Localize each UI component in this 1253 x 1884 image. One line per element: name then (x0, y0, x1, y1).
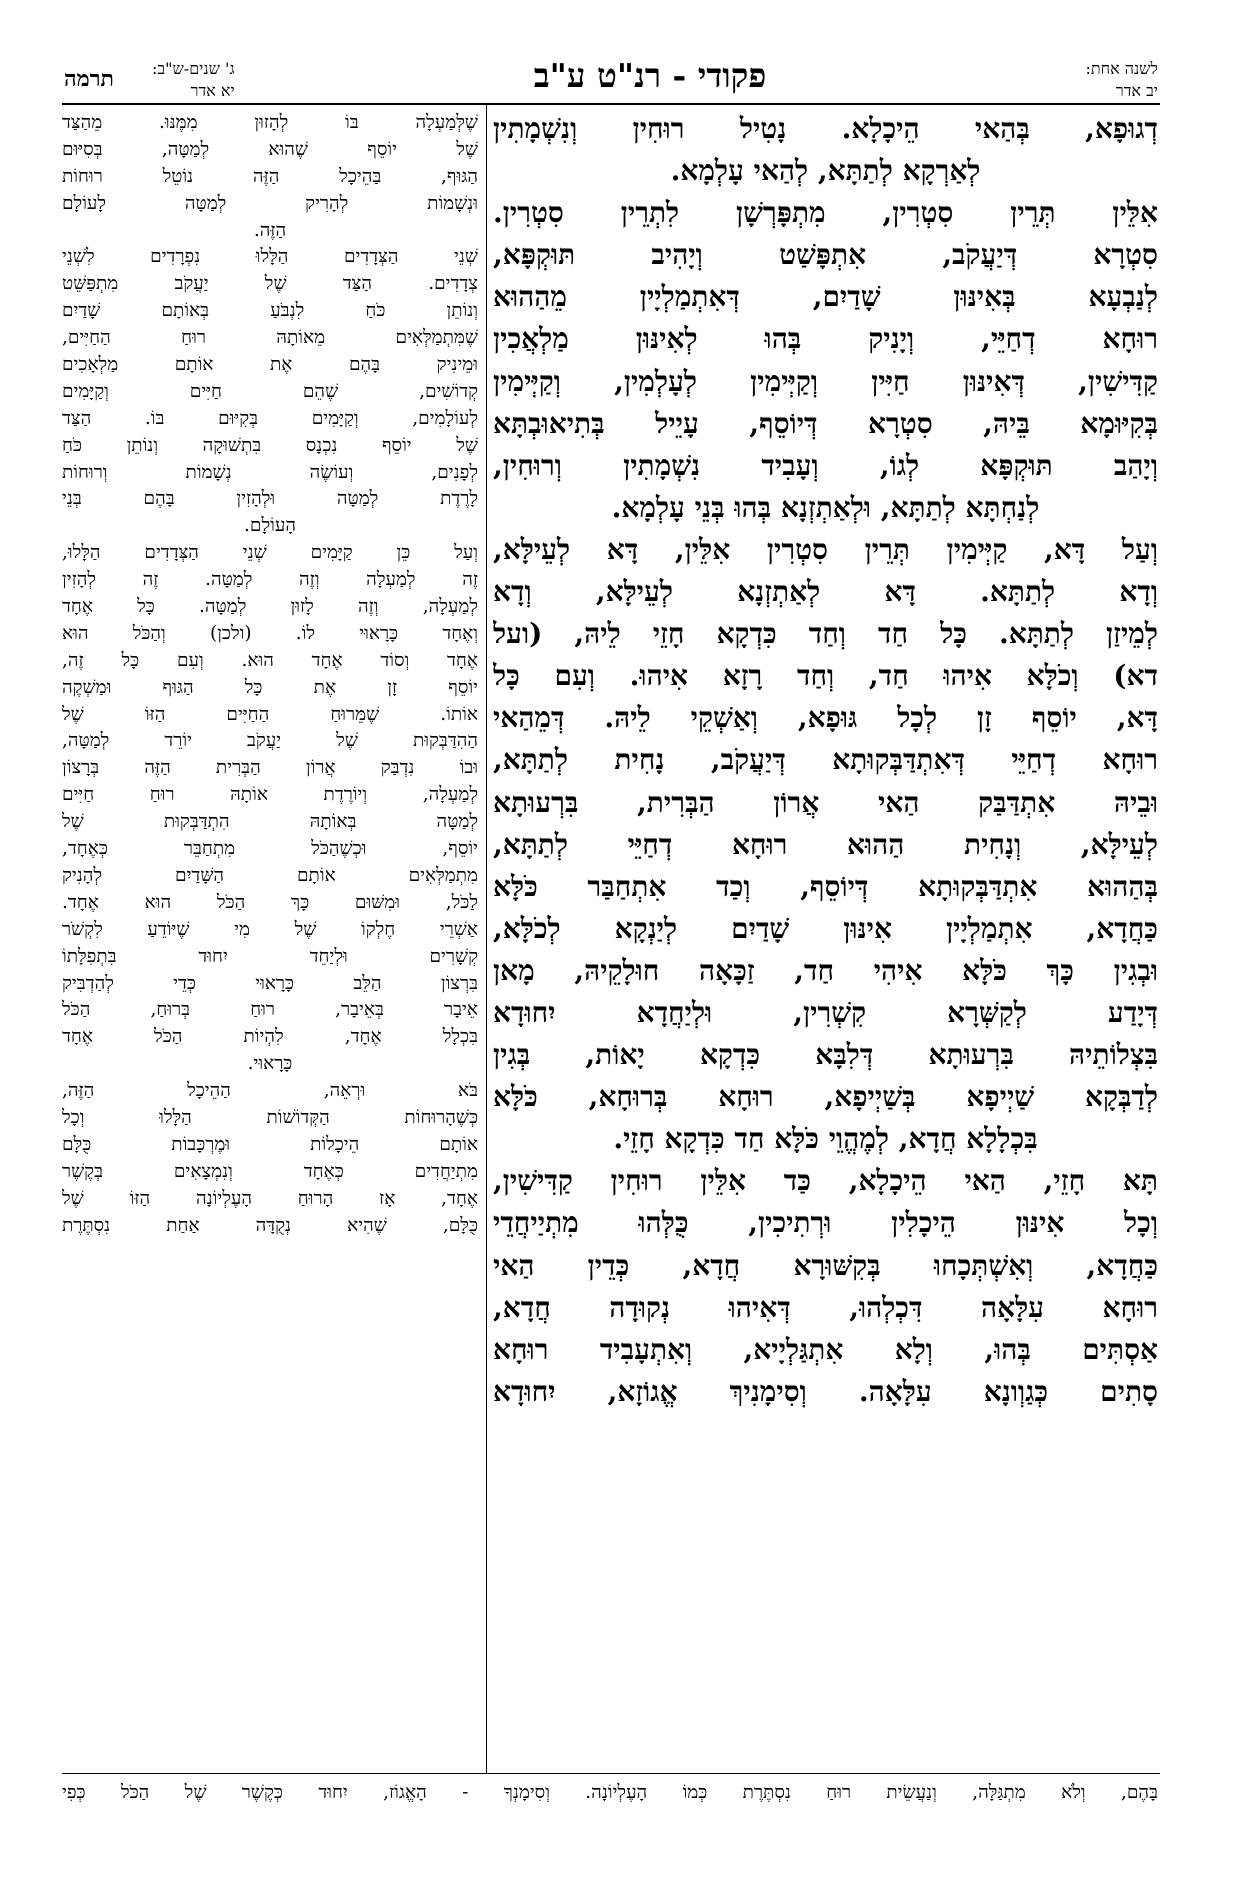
translation-line: שֶׁל יוֹסֵף נִכְנָס בִּתְשׁוּקָה וְנוֹתֵן כֹּחַ (62, 434, 478, 456)
main-text-line: לְעֵילָּא, וְנָחִית הַהוּא רוּחָא דְחַיֵּי לְתַתָּא, (493, 827, 1158, 861)
translation-line: כָּרָאוּי. (247, 1053, 293, 1075)
page-title: פקודי - רנ"ט ע"ב (533, 56, 767, 95)
main-text-line: סִטְרָא דְּיַעֲקֹב, אִתְפָּשַׁט וְיָהִיב תּוּקְפָּא, (493, 238, 1158, 272)
header-left-schedule (152, 58, 235, 102)
main-text-line: וְעַל דָּא, קַיְּימִין תְּרֵין סִטְרִין אִלֵּין, דָּא לְעֵילָּא, (493, 532, 1158, 566)
translation-line: כֻּלָּם, שֶׁהִיא נְקֻדָּה אַחַת נִסְתֶּרֶת (62, 1214, 478, 1236)
schedule-one-year-date: יב אדר (1115, 81, 1158, 100)
translation-line: שְׁנֵי הַצְּדָדִים הַלָּלוּ נִפְרָדִים לִשְׁנֵי (62, 246, 478, 268)
translation-line: הַזֶּה. (253, 219, 287, 241)
translation-line: קְשָׁרִים וּלְיַחֵד יִחוּד בִּתְפִלָּתוֹ (62, 945, 478, 967)
main-text-line: לְדַבְּקָא שַׁיְיפָא בְּשַׁיְיפָא, רוּחָא בְּרוּחָא, כֹּלָּא (493, 1080, 1158, 1114)
translation-line: לְמַטָּה בְּאוֹתָהּ הִתְדַּבְּקוּת שֶׁל (62, 811, 478, 833)
translation-line: אֵיבָר בְּאֵיבָר, רוּחַ בְּרוּחַ, הַכֹּל (62, 999, 478, 1021)
translation-line: לְעוֹלָמִים, וְקַיָּמִים בְּקִיּוּם בּוֹ. הַצַּד (62, 407, 478, 429)
main-text-line: לְנַחְתָּא לְתַתָּא, וּלְאַתְזְנָא בְּהוּ בְּנֵי עָלְמָא. (611, 490, 1040, 524)
translation-line: וּמֵינִיק בָּהֶם אֶת אוֹתָם מַלְאָכִים (62, 354, 478, 376)
translation-line: לָרֶדֶת לְמַטָּה וּלְהָזִין בָּהֶם בְּנֵי (62, 488, 478, 510)
main-text-line: וְדָא לְתַתָּא. דָּא לְאַתְזְנָא לְעֵילָּא, וְדָא (493, 575, 1158, 609)
translation-line: הַגּוּף, בַּהֵיכָל הַזֶּה נוֹטֵל רוּחוֹת (62, 165, 478, 187)
main-text-line: קַדִּישִׁין, דְּאִינּוּן חַיִּין וְקַיְּימִין לְעָלְמִין, וְקַיְּימִין (493, 364, 1158, 398)
main-text-line: כַּחֲדָא, אִתְמַלְיָין אִינּוּן שָׁדַיִם לְיַנְקָא לְכֹלָּא, (493, 911, 1158, 945)
footer-rule (62, 1773, 1160, 1774)
main-text-line: דא) וְכֹלָּא אִיהוּ חַד, וְחַד רָזָא אִיהוּ. וְעִם כָּל (493, 659, 1158, 693)
translation-line: בִּכְלָל אֶחָד, לִהְיוֹת הַכֹּל אֶחָד (62, 1026, 478, 1048)
main-text-line: וּבֵיהּ אִתְדַּבַּק הַאי אֲרוֹן הַבְּרִית, בִּרְעוּתָא (493, 785, 1158, 819)
translation-line: שֶׁמִּתְמַלְּאִים מֵאוֹתָהּ רוּחַ הַחַיִּים, (62, 327, 478, 349)
main-text-line: בִּצְלוֹתֵיהּ בִּרְעוּתָא דְּלִבָּא כִּדְקָא יָאוֹת, בְּגִין (493, 1038, 1158, 1072)
translation-line: שֶׁלְּמַעְלָה בּוֹ לְהָזוּן מִמֶּנּוּ. מֵהַצַּד (62, 112, 478, 133)
main-text-line: דָּא, יוֹסֵף זָן לְכָל גּוּפָא, וְאַשְׁקֵי לֵיהּ. דְּמֵהַאי (493, 701, 1158, 735)
translation-line: אֶחָד וְסוֹד אֶחָד הוּא. וְעִם כָּל זֶה, (62, 649, 478, 671)
translation-line: וְנוֹתֵן כֹּחַ לִנְבֹּעַ בְּאוֹתָם שָׁדַיִם (62, 300, 478, 322)
main-text-line: כַּחֲדָא, וְאִשְׁתְּכָחוּ בְּקִשּׁוּרָא חֲדָא, כְּדֵין הַאי (493, 1248, 1158, 1282)
translation-line: יוֹסֵף זָן אֶת כָּל הַגּוּף וּמַשְׁקֶה (62, 676, 478, 698)
translation-line: וּנְשָׁמוֹת לְהָרִיק לְמַטָּה לָעוֹלָם (62, 192, 478, 214)
translation-line: וּבוֹ נִדְבַּק אֲרוֹן הַבְּרִית הַזֶּה בְּרָצוֹן (62, 757, 478, 779)
translation-line: וְעַל כֵּן קַיָּמִים שְׁנֵי הַצְּדָדִים הַלָּלוּ, (62, 542, 478, 564)
main-text-line: בְּהַהוּא אִתְדַּבְּקוּתָא דְּיוֹסֵף, וְכַד אִתְחַבַּר כֹּלָּא (493, 869, 1158, 903)
main-text-line: בִּכְלָלָא חֲדָא, לְמֶהֱוֵי כֹּלָּא חַד כִּדְקָא חָזֵי. (613, 1122, 1038, 1156)
main-text-line: רוּחָא דְחַיֵּי, וְיָנִיק בְּהוּ לְאִינּוּן מַלְאֲכִין (493, 322, 1158, 356)
translation-line: לְפָנִים, וְעוֹשֶׂה נְשָׁמוֹת וְרוּחוֹת (62, 461, 478, 483)
translation-line: בִּרְצוֹן הַלֵּב כָּרָאוּי כְּדֵי לְהַדְבִּיק (62, 972, 478, 994)
translation-line: לַכֹּל, וּמִשּׁוּם כָּךְ הַכֹּל הוּא אֶחָד. (62, 891, 478, 913)
translation-line: אוֹתָם הֵיכָלוֹת וּמֶרְכָּבוֹת כֻּלָּם (62, 1133, 478, 1155)
translation-line: לְמַעְלָה, וְזֶה לָזוּן לְמַטָּה. כָּל אֶחָד (62, 596, 478, 618)
main-text-line: לְאַרְקָא לְתַתָּא, לְהַאי עָלְמָא. (670, 154, 981, 188)
schedule-one-year-label: לשנה אחת: (1085, 59, 1158, 78)
main-text-column (493, 108, 1158, 1768)
schedule-three-year-label: ג' שנים-ש"ב: (152, 59, 235, 78)
main-text-line: לְמֵיזַן לְתַתָּא. כָּל חַד וְחַד כִּדְקָא חָזֵי לֵיהּ, (ועל (493, 617, 1158, 651)
translation-line: שֶׁל יוֹסֵף שֶׁהוּא לְמַטָּה, בְּסִיּוּם (62, 138, 478, 160)
translation-line: מִתְיַחֲדִים כְּאֶחָד וְנִמְצָאִים בְּקֶשֶׁר (62, 1160, 478, 1182)
main-text-line: וּבְגִין כָּךְ כֹּלָּא אִיהִי חַד, זַכָּאָה חוּלָקֵיהּ, מָאן (493, 953, 1158, 987)
main-text-line: רוּחָא עִלָּאָה דִּכְלְהוּ, דְּאִיהוּ נְקוּדָה חֲדָא, (493, 1290, 1158, 1324)
main-text-line: בְּקִיּוּמָא בֵּיהּ, סִטְרָא דְּיוֹסֵף, עָיֵיל בְּתִיאוּבְתָּא (493, 406, 1158, 440)
translation-line: יוֹסֵף, וּכְשֶׁהַכֹּל מִתְחַבֵּר כְּאֶחָד, (62, 838, 478, 860)
column-divider (486, 103, 487, 1773)
translation-line: כְּשֶׁהָרוּחוֹת הַקְּדוֹשׁוֹת הַלָּלוּ וְכָל (62, 1106, 478, 1128)
main-text-line: אַסְתִּים בְּהוּ, וְלָא אִתְגַּלְיָיא, וְאִתְעָבִיד רוּחָא (493, 1332, 1158, 1366)
main-text-line: דְּיָדַע לְקַשְּׁרָא קִשְׁרִין, וּלְיַחֲדָא יִחוּדָא (493, 995, 1158, 1029)
translation-line: אַשְׁרֵי חֶלְקוֹ שֶׁל מִי שֶׁיּוֹדֵעַ לִקְשֹׁר (62, 918, 478, 940)
translation-line: בֹּא וּרְאֵה, הַהֵיכָל הַזֶּה, (62, 1080, 478, 1102)
translation-line: אֶחָד, אָז הָרוּחַ הָעֶלְיוֹנָה הַזּוֹ שֶׁל (62, 1187, 478, 1209)
main-text-line: רוּחָא דְחַיֵּי דְּאִתְדַּבְּקוּתָא דְּיַעֲקֹב, נָחִית לְתַתָּא, (493, 743, 1158, 777)
schedule-three-year-date: יא אדר (190, 81, 235, 100)
header-rule (62, 103, 1160, 105)
main-text-line: לְנַבְעָא בְּאִינּוּן שָׁדַיִם, דְּאִתְמַלְיָין מֵהַהוּא (493, 280, 1158, 314)
translation-line: הָעוֹלָם. (244, 515, 296, 537)
translation-line: לְמַעְלָה, וְיוֹרֶדֶת אוֹתָהּ רוּחַ חַיִּים (62, 784, 478, 806)
main-text-line: דְגוּפָא, בְּהַאי הֵיכָלָא. נָטִיל רוּחִין וְנִשְׁמָתִין (493, 112, 1158, 145)
translation-line: הַהִדַּבְּקוּת שֶׁל יַעֲקֹב יוֹרֵד לְמַטָּה, (62, 730, 478, 752)
translation-line: צְדָדִים. הַצַּד שֶׁל יַעֲקֹב מִתְפַּשֵּׁט (62, 273, 478, 295)
translation-line: קְדוֹשִׁים, שֶׁהֵם חַיִּים וְקַיָּמִים (62, 380, 478, 402)
translation-line: זֶה לְמַעְלָה וְזֶה לְמַטָּה. זֶה לְהָזִין (62, 569, 478, 591)
main-text-line: אִלֵּין תְּרֵין סִטְרִין, מִתְפָּרְשָׁן לִתְרֵין סִטְרִין. (493, 196, 1158, 230)
translation-line: וְאֶחָד כָּרָאוּי לוֹ. (ולכן) וְהַכֹּל הוּא (62, 622, 478, 644)
main-text-line: וְיָהַב תּוּקְפָּא לְגוֹ, וְעָבִיד נִשְׁמָתִין וְרוּחִין, (493, 448, 1158, 482)
header-right-schedule (1085, 58, 1158, 102)
translation-line: מִתְמַלְּאִים אוֹתָם הַשָּׁדַיִם לְהָנִיק (62, 864, 478, 886)
translation-line: אוֹתוֹ. שֶׁמֵּרוּחַ הַחַיִּים הַזּוֹ שֶׁל (62, 703, 478, 725)
translation-continuation: בָּהֶם, וְלֹא מִתְגַּלָּה, וְנַעֲשֵׂית רוּחַ נִסְתֶּרֶת כְּמוֹ הָעֶלְיוֹנָה. וְסִימָנְךָ - הָאֱגוֹז, יִחוּד כְּקֶשֶׁר שֶׁל הַכֹּל כְּפִי (62, 1782, 1158, 1803)
main-text-line: וְכָל אִינּוּן הֵיכָלִין וּרְתִיכִין, כֻּלְּהוּ מִתְיַיחֲדֵי (493, 1206, 1158, 1240)
translation-column (62, 110, 478, 1770)
main-text-line: סָתִים כְּגַוְונָא עִלָּאָה. וְסִימָנִיךְ אֱגוֹזָא, יִחוּדָא (493, 1374, 1158, 1408)
main-text-line: תָּא חָזֵי, הַאי הֵיכָלָא, כַּד אִלֵּין רוּחִין קַדִּישִׁין, (493, 1164, 1158, 1198)
parsha-name: תרמה (64, 66, 114, 92)
